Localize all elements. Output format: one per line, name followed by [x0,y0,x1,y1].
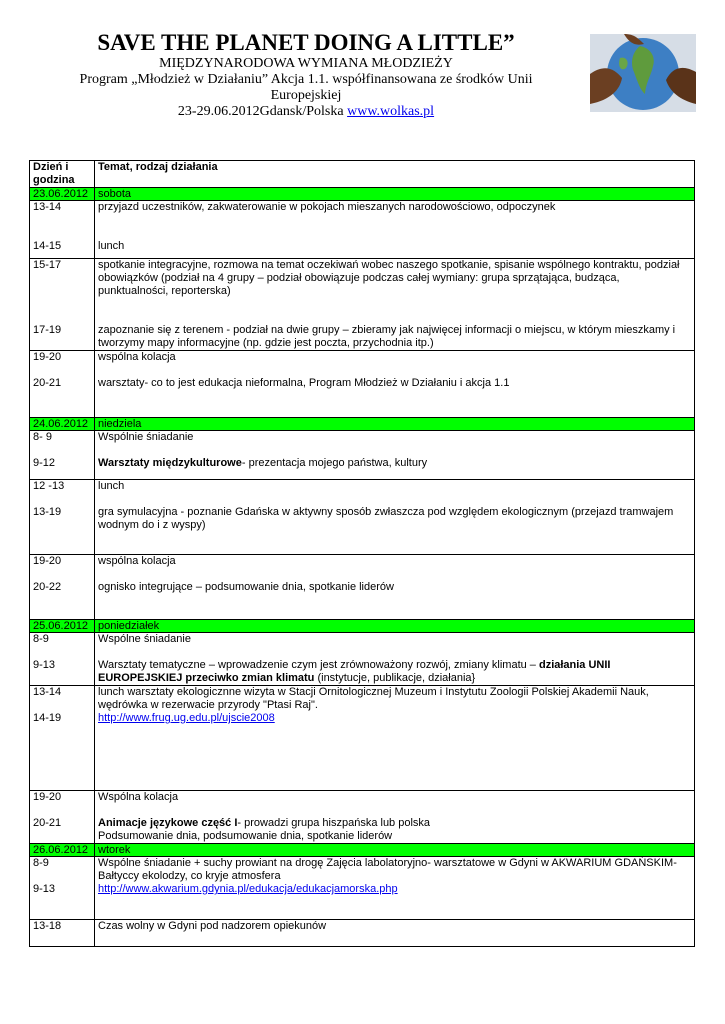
time-cell: 19-20 20-21 [30,351,95,418]
date-place-line [0,104,612,120]
time-cell: 8- 9 9-12 [30,431,95,480]
activity-line [98,457,691,470]
activity-cell: spotkanie integracyjne, rozmowa na temat oczekiwań wobec naszego spotkanie, spisanie wspólnego kontraktu, podział obowiązków (podział na 4 grupy – podział obowiązuje podczas całej wymiany: grupa sprzątająca, budząca, punktualności, reporterska) zapoznanie się z terenem - podział na dwie grupy – zbieramy jak najwięcej informacji o miejscu, w którym mieszkamy i tworzymy mapy informacyjne (np. gdzie jest poczta, przychodnia itp.) [95,259,695,351]
activity-cell [95,857,695,920]
day-date: 24.06.2012 [30,418,95,431]
day-name: niedziela [95,418,695,431]
activity-line: Podsumowanie dnia, podsumowanie dnia, spotkanie liderów [98,830,393,842]
activity-cell: wspólna kolacja warsztaty- co to jest edukacja nieformalna, Program Młodzież w Działaniu i akcja 1.1 [95,351,695,418]
activity-bold: Animacje językowe część I [98,817,238,829]
day-name: sobota [95,188,695,201]
website-link[interactable]: www.wolkas.pl [347,104,435,119]
time-cell: 12 -13 13-19 [30,480,95,555]
time-cell: 8-9 9-13 [30,633,95,686]
activity-bold: Warsztaty międzykulturowe [98,457,242,469]
day-row-2 [30,418,695,431]
activity-line: Wspólne śniadanie [98,633,191,645]
date-place: 23-29.06.2012Gdansk/Polska [177,104,348,119]
frug-link[interactable]: http://www.frug.ug.edu.pl/ujscie2008 [98,712,275,724]
day-row-4 [30,844,695,857]
time-cell: 19-20 20-21 [30,791,95,844]
activity-line: Wspólnie śniadanie [98,431,194,443]
activity-cell [95,686,695,791]
activity-text: Wspólne śniadanie + suchy prowiant na drogę Zajęcia labolatoryjno- warsztatowe w Gdyni w AKWARIUM GDAŃSKIM- Bałtyccy ekolodzy, co kryje atmosfera [98,857,677,882]
activity-line [98,659,691,685]
table-row [30,431,695,480]
activity-cell: przyjazd uczestników, zakwaterowanie w pokojach mieszanych narodowościowo, odpoczynek lunch [95,201,695,259]
activity-bold: działania UNII EUROPEJSKIEJ przeciwko zmian klimatu [98,659,611,684]
time-cell: 13-18 [30,920,95,947]
activity-line [98,817,691,830]
akwarium-link[interactable]: http://www.akwarium.gdynia.pl/edukacja/edukacjamorska.php [98,883,398,895]
time-cell: 15-17 17-19 [30,259,95,351]
header-day-hour: Dzień i godzina [30,161,95,188]
activity-cell [95,431,695,480]
time-cell: 19-20 20-22 [30,555,95,620]
activity-text: - prowadzi grupa hiszpańska lub polska [237,817,431,829]
table-row [30,555,695,620]
globe-hands-image [590,34,696,112]
activity-cell: wspólna kolacja ognisko integrujące – podsumowanie dnia, spotkanie liderów [95,555,695,620]
program-line-1: Program „Młodzież w Działaniu” Akcja 1.1. współfinansowana ze środków Unii [79,72,533,87]
schedule-table [29,160,695,947]
table-header-row [30,161,695,188]
day-date: 25.06.2012 [30,620,95,633]
activity-text: lunch warsztaty ekologicznne wizyta w Stacji Ornitologicznej Muzeum i Instytutu Zoologii Polskiej Akademii Nauk, wędrówka w rezerwacie przyrody "Ptasi Raj". [98,686,649,711]
activity-cell: lunch gra symulacyjna - poznanie Gdańska w aktywny sposób zwłaszcza pod względem ekologicznym (przejazd tramwajem wodnym do i z wyspy) [95,480,695,555]
activity-cell: Czas wolny w Gdyni pod nadzorem opiekunów [95,920,695,947]
table-row [30,480,695,555]
header-topic: Temat, rodzaj działania [95,161,695,188]
activity-cell [95,791,695,844]
document-subtitle: MIĘDZYNARODOWA WYMIANA MŁODZIEŻY [159,56,453,71]
program-line-2: Europejskiej [270,88,342,103]
day-row-1 [30,188,695,201]
day-date: 23.06.2012 [30,188,95,201]
day-name: poniedziałek [95,620,695,633]
table-row [30,791,695,844]
table-row [30,857,695,920]
document-title: SAVE THE PLANET DOING A LITTLE” [97,30,515,55]
activity-text: Warsztaty tematyczne – wprowadzenie czym jest zrównoważony rozwój, zmiany klimatu – [98,659,539,671]
time-cell: 13-14 14-19 [30,686,95,791]
activity-line: Wspólna kolacja [98,791,179,803]
activity-cell [95,633,695,686]
time-cell: 13-14 14-15 [30,201,95,259]
time-cell: 8-9 9-13 [30,857,95,920]
table-row [30,201,695,259]
activity-text: - prezentacja mojego państwa, kultury [241,457,428,469]
activity-text: (instytucje, publikacje, działania} [314,672,476,684]
table-row [30,259,695,351]
day-name: wtorek [95,844,695,857]
table-row [30,686,695,791]
table-row [30,920,695,947]
table-row [30,633,695,686]
document-header [0,30,612,120]
day-row-3 [30,620,695,633]
day-date: 26.06.2012 [30,844,95,857]
table-row [30,351,695,418]
